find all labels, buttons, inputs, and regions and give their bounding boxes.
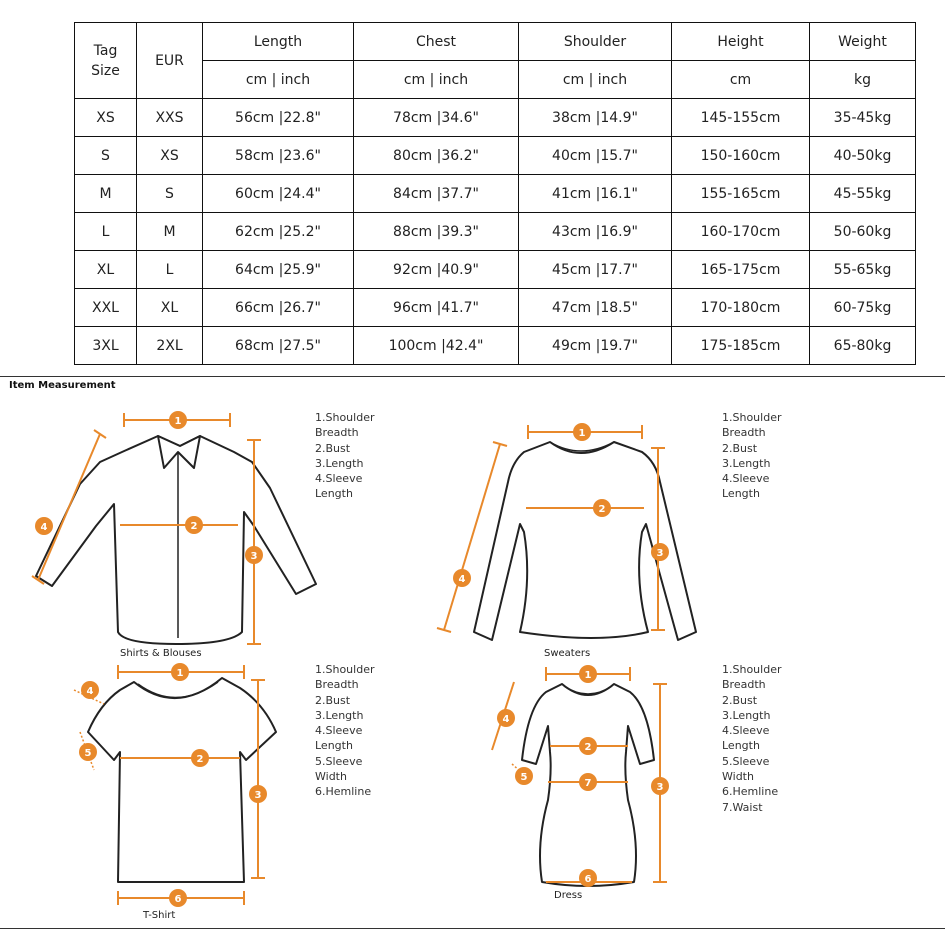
svg-text:1: 1 <box>578 428 586 439</box>
legend-item: 5.Sleeve Width <box>722 754 770 784</box>
cell-chest: 80cm |36.2" <box>354 137 519 175</box>
cell-tag: XXL <box>75 289 137 327</box>
svg-text:6: 6 <box>174 894 182 905</box>
cell-chest: 96cm |41.7" <box>354 289 519 327</box>
cell-weight: 50-60kg <box>810 213 916 251</box>
legend-item: 3.Length <box>315 708 364 722</box>
cell-shoulder: 45cm |17.7" <box>519 251 672 289</box>
cell-length: 60cm |24.4" <box>203 175 354 213</box>
badge-4 <box>453 569 471 587</box>
header-weight: Weight <box>810 23 916 61</box>
cell-shoulder: 41cm |16.1" <box>519 175 672 213</box>
legend-item: 2.Bust <box>722 693 758 707</box>
header-shoulder: Shoulder <box>519 23 672 61</box>
cell-eur: XL <box>137 289 203 327</box>
section-divider-bottom <box>0 928 945 929</box>
header-tag-size: Tag Size <box>75 23 137 99</box>
badge-3 <box>651 777 669 795</box>
header-length: Length <box>203 23 354 61</box>
cell-chest: 88cm |39.3" <box>354 213 519 251</box>
legend-item: 4.Sleeve Length <box>722 724 770 753</box>
header-eur: EUR <box>137 23 203 99</box>
svg-text:5: 5 <box>520 772 528 783</box>
badge-3 <box>245 546 263 564</box>
cell-chest: 84cm |37.7" <box>354 175 519 213</box>
cell-height: 165-175cm <box>672 251 810 289</box>
caption-sweaters: Sweaters <box>544 648 591 659</box>
legend-item: 6.Hemline <box>315 785 372 799</box>
cell-weight: 45-55kg <box>810 175 916 213</box>
legend-item: 5.Sleeve Width <box>315 754 363 784</box>
legend-sweaters <box>722 410 781 502</box>
cell-height: 145-155cm <box>672 99 810 137</box>
sweater-icon <box>420 400 720 660</box>
legend-item: 3.Length <box>315 456 364 470</box>
table-row <box>75 175 916 213</box>
legend-item: 4.Sleeve Length <box>722 472 770 501</box>
cell-shoulder: 47cm |18.5" <box>519 289 672 327</box>
shirt-icon <box>0 400 330 660</box>
cell-eur: L <box>137 251 203 289</box>
svg-text:2: 2 <box>584 742 592 753</box>
cell-chest: 100cm |42.4" <box>354 327 519 365</box>
cell-eur: XXS <box>137 99 203 137</box>
badge-6 <box>169 889 187 907</box>
dress-icon <box>490 660 690 900</box>
cell-eur: XS <box>137 137 203 175</box>
svg-text:3: 3 <box>656 782 664 793</box>
table-row <box>75 213 916 251</box>
legend-item: 1.Shoulder Breadth <box>315 663 375 692</box>
badge-7 <box>579 773 597 791</box>
table-row <box>75 99 916 137</box>
cell-chest: 92cm |40.9" <box>354 251 519 289</box>
legend-item: 3.Length <box>722 456 771 470</box>
cell-height: 150-160cm <box>672 137 810 175</box>
svg-text:1: 1 <box>584 670 592 681</box>
table-row <box>75 289 916 327</box>
badge-1 <box>171 663 189 681</box>
badge-4 <box>81 681 99 699</box>
unit-weight: kg <box>810 61 916 99</box>
svg-text:6: 6 <box>584 874 592 885</box>
badge-2 <box>579 737 597 755</box>
legend-item: 6.Hemline <box>722 785 779 799</box>
cell-eur: 2XL <box>137 327 203 365</box>
cell-weight: 35-45kg <box>810 99 916 137</box>
cell-tag: XL <box>75 251 137 289</box>
legend-item: 7.Waist <box>722 800 763 814</box>
cell-shoulder: 38cm |14.9" <box>519 99 672 137</box>
cell-chest: 78cm |34.6" <box>354 99 519 137</box>
svg-text:4: 4 <box>502 714 510 725</box>
table-row <box>75 137 916 175</box>
badge-4 <box>35 517 53 535</box>
svg-text:5: 5 <box>84 748 92 759</box>
badge-4 <box>497 709 515 727</box>
cell-eur: M <box>137 213 203 251</box>
caption-t-shirt: T-Shirt <box>143 910 176 921</box>
cell-tag: S <box>75 137 137 175</box>
cell-tag: XS <box>75 99 137 137</box>
legend-item: 2.Bust <box>722 441 758 455</box>
unit-length: cm | inch <box>203 61 354 99</box>
badge-6 <box>579 869 597 887</box>
cell-tag: L <box>75 213 137 251</box>
legend-shirts-blouses <box>315 410 374 502</box>
legend-item: 1.Shoulder Breadth <box>722 663 782 692</box>
cell-length: 56cm |22.8" <box>203 99 354 137</box>
badge-2 <box>593 499 611 517</box>
legend-item: 3.Length <box>722 708 771 722</box>
cell-height: 170-180cm <box>672 289 810 327</box>
svg-text:4: 4 <box>86 686 94 697</box>
header-row <box>75 23 916 61</box>
cell-weight: 65-80kg <box>810 327 916 365</box>
unit-shoulder: cm | inch <box>519 61 672 99</box>
header-height: Height <box>672 23 810 61</box>
cell-length: 68cm |27.5" <box>203 327 354 365</box>
section-title: Item Measurement <box>9 380 116 391</box>
legend-t-shirt <box>315 662 374 800</box>
cell-tag: 3XL <box>75 327 137 365</box>
caption-shirts-blouses: Shirts & Blouses <box>120 648 202 659</box>
cell-tag: M <box>75 175 137 213</box>
svg-text:4: 4 <box>458 574 466 585</box>
table-row <box>75 251 916 289</box>
legend-item: 2.Bust <box>315 693 351 707</box>
svg-text:1: 1 <box>176 668 184 679</box>
caption-dress: Dress <box>554 890 583 901</box>
cell-length: 64cm |25.9" <box>203 251 354 289</box>
badge-3 <box>651 543 669 561</box>
section-divider-top <box>0 376 945 377</box>
badge-2 <box>191 749 209 767</box>
cell-height: 175-185cm <box>672 327 810 365</box>
cell-length: 66cm |26.7" <box>203 289 354 327</box>
cell-eur: S <box>137 175 203 213</box>
badge-5 <box>515 767 533 785</box>
legend-dress <box>722 662 781 815</box>
cell-weight: 40-50kg <box>810 137 916 175</box>
unit-chest: cm | inch <box>354 61 519 99</box>
svg-text:3: 3 <box>656 548 664 559</box>
badge-1 <box>573 423 591 441</box>
cell-height: 155-165cm <box>672 175 810 213</box>
svg-text:4: 4 <box>40 522 48 533</box>
size-chart-table <box>74 22 916 365</box>
header-chest: Chest <box>354 23 519 61</box>
svg-text:3: 3 <box>254 790 262 801</box>
cell-length: 62cm |25.2" <box>203 213 354 251</box>
table-row <box>75 327 916 365</box>
svg-text:2: 2 <box>196 754 204 765</box>
cell-weight: 60-75kg <box>810 289 916 327</box>
cell-shoulder: 40cm |15.7" <box>519 137 672 175</box>
cell-height: 160-170cm <box>672 213 810 251</box>
svg-text:2: 2 <box>598 504 606 515</box>
legend-item: 1.Shoulder Breadth <box>315 411 375 440</box>
badge-1 <box>579 665 597 683</box>
badge-2 <box>185 516 203 534</box>
badge-3 <box>249 785 267 803</box>
badge-5 <box>79 743 97 761</box>
legend-item: 4.Sleeve Length <box>315 724 363 753</box>
tshirt-icon <box>60 660 310 920</box>
svg-text:2: 2 <box>190 521 198 532</box>
badge-1 <box>169 411 187 429</box>
svg-text:3: 3 <box>250 551 258 562</box>
legend-item: 4.Sleeve Length <box>315 472 363 501</box>
cell-weight: 55-65kg <box>810 251 916 289</box>
cell-length: 58cm |23.6" <box>203 137 354 175</box>
legend-item: 1.Shoulder Breadth <box>722 411 782 440</box>
cell-shoulder: 43cm |16.9" <box>519 213 672 251</box>
legend-item: 2.Bust <box>315 441 351 455</box>
svg-text:7: 7 <box>584 778 592 789</box>
unit-height: cm <box>672 61 810 99</box>
cell-shoulder: 49cm |19.7" <box>519 327 672 365</box>
svg-text:1: 1 <box>174 416 182 427</box>
